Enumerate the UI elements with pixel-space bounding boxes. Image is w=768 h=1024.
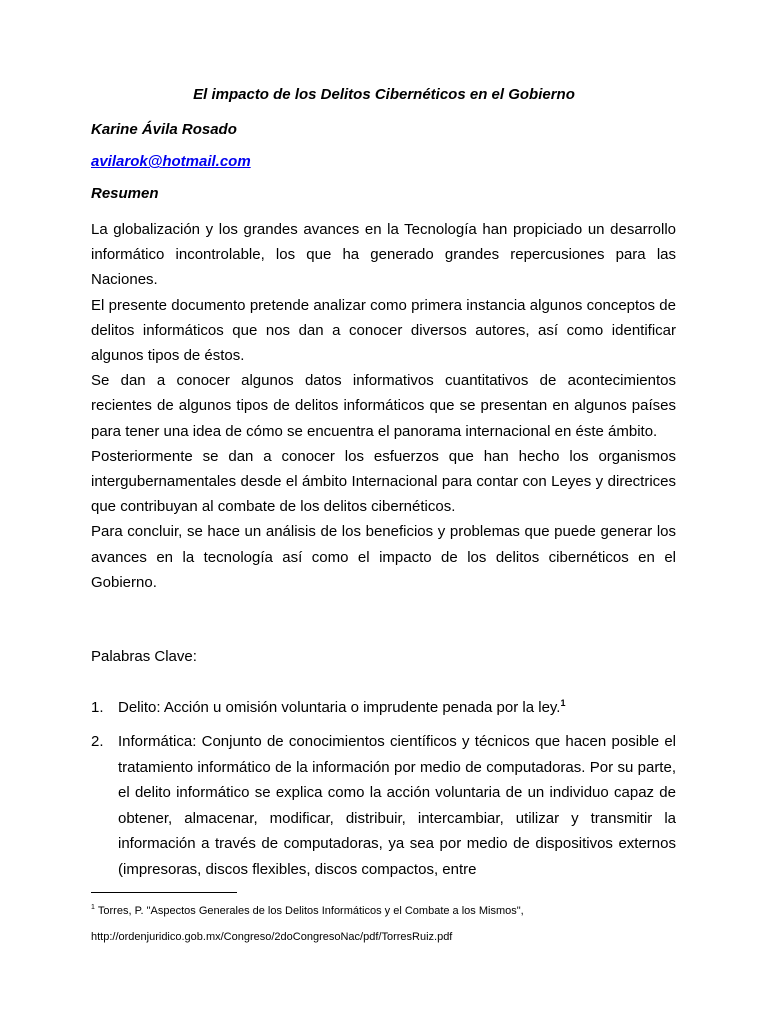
list-number: 2. — [91, 733, 104, 750]
abstract-paragraph: Se dan a conocer algunos datos informativos cuantitativos de acontecimientos recientes de algunos tipos de delitos informáticos que se presentan en algunos países para tener una idea de cómo se encuentra el panorama internacional en éste ámbito. — [91, 372, 676, 440]
abstract-paragraph: Posteriormente se dan a conocer los esfuerzos que han hecho los organismos intergubernamentales desde el ámbito Internacional para contar con Leyes y directrices que contribuyan al combate de los delitos cibernéticos. — [91, 447, 676, 516]
abstract-paragraph: El presente documento pretende analizar como primera instancia algunos conceptos de delitos informáticos que nos dan a conocer diversos autores, así como identificar algunos tipos de éstos. — [91, 296, 676, 365]
footnote-reference[interactable]: 1 — [560, 698, 566, 708]
author-name: Karine Ávila Rosado — [91, 121, 237, 138]
keyword-definition — [118, 695, 676, 720]
keywords-label: Palabras Clave: — [91, 648, 197, 665]
keyword-list-item — [91, 695, 676, 720]
list-number: 1. — [91, 699, 104, 716]
abstract-paragraph: La globalización y los grandes avances en la Tecnología han propiciado un desarrollo informático incontrolable, los que ha generado grandes repercusiones para las Naciones. — [91, 221, 676, 289]
footnote — [91, 898, 691, 950]
footnote-citation — [91, 898, 691, 924]
footnote-text: Torres, P. "Aspectos Generales de los Delitos Informáticos y el Combate a los Mismos", — [97, 905, 524, 917]
footnote-marker: 1 — [91, 904, 95, 912]
abstract-body — [91, 217, 676, 595]
footnote-url[interactable]: http://ordenjuridico.gob.mx/Congreso/2doCongresoNac/pdf/TorresRuiz.pdf — [91, 931, 453, 943]
abstract-heading: Resumen — [91, 185, 159, 202]
footnote-separator — [91, 892, 237, 893]
keyword-text: Delito: Acción u omisión voluntaria o imprudente penada por la ley. — [118, 699, 561, 716]
document-title: El impacto de los Delitos Cibernéticos en el Gobierno — [193, 86, 575, 103]
keyword-list-item — [91, 729, 676, 881]
author-email-link[interactable]: avilarok@hotmail.com — [91, 153, 251, 170]
abstract-paragraph: Para concluir, se hace un análisis de los beneficios y problemas que puede generar los avances en la tecnología así como el impacto de los delitos cibernéticos en el Gobierno. — [91, 523, 676, 591]
keyword-definition: Informática: Conjunto de conocimientos científicos y técnicos que hacen posible el tratamiento informático de la información por medio de computadoras. Por su parte, el delito informático se explica como la acción voluntaria de un individuo capaz de obtener, almacenar, modificar, distribuir, intercambiar, utilizar y transmitir la información a través de computadoras, ya sea por medio de dispositivos externos (impresoras, discos flexibles, discos compactos, entre — [118, 733, 676, 878]
